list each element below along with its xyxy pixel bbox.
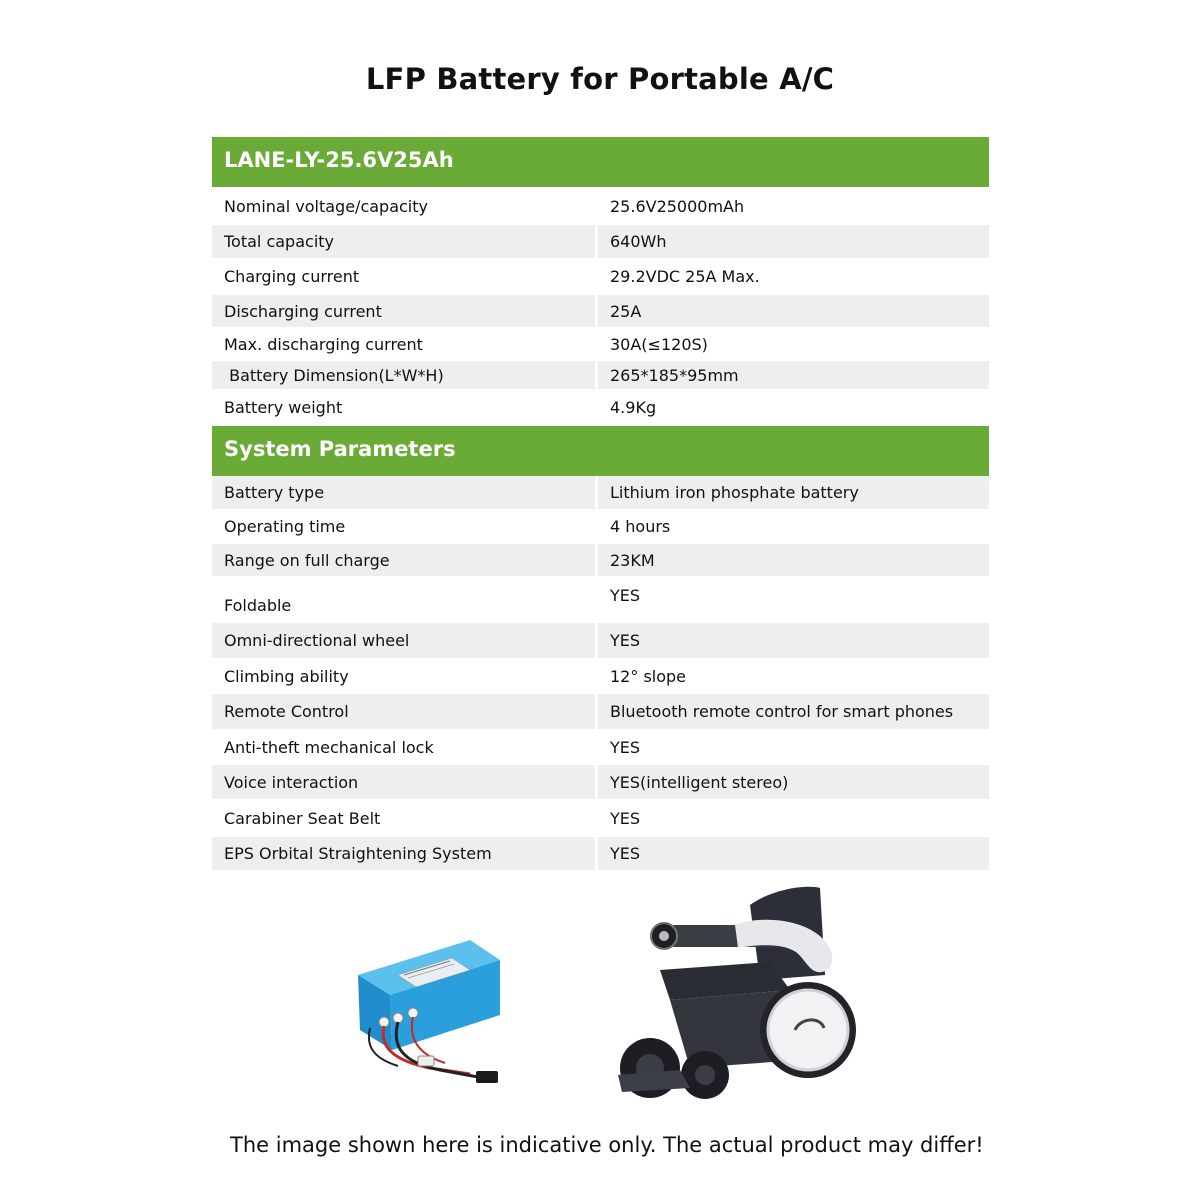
param-value: YES bbox=[610, 808, 641, 828]
param-label: Carabiner Seat Belt bbox=[224, 808, 381, 828]
spec-row bbox=[212, 389, 989, 426]
param-value: 4 hours bbox=[610, 517, 671, 536]
param-value: YES(intelligent stereo) bbox=[598, 765, 989, 799]
spec-label: Nominal voltage/capacity bbox=[224, 196, 428, 216]
param-label: EPS Orbital Straightening System bbox=[212, 837, 595, 870]
spec-row bbox=[212, 327, 989, 361]
spec-row bbox=[212, 361, 989, 389]
param-value: YES bbox=[610, 737, 641, 757]
param-label: Remote Control bbox=[212, 694, 595, 729]
param-row bbox=[212, 658, 989, 694]
param-row bbox=[212, 729, 989, 765]
spec-value: 25A bbox=[598, 295, 989, 327]
spec-row bbox=[212, 258, 989, 295]
param-row bbox=[212, 544, 989, 576]
param-value: YES bbox=[598, 623, 989, 658]
spec-label: Discharging current bbox=[212, 295, 595, 327]
param-row bbox=[212, 623, 989, 658]
spec-value: 30A(≤120S) bbox=[610, 334, 708, 354]
param-label: Operating time bbox=[224, 517, 346, 536]
param-value: Lithium iron phosphate battery bbox=[598, 476, 989, 509]
param-label: Foldable bbox=[224, 596, 292, 615]
spec-value: 640Wh bbox=[598, 225, 989, 258]
product-images bbox=[0, 880, 1200, 1110]
param-label: Omni-directional wheel bbox=[212, 623, 595, 658]
param-label: Range on full charge bbox=[212, 544, 595, 576]
param-value: Bluetooth remote control for smart phones bbox=[598, 694, 989, 729]
spec-row bbox=[212, 225, 989, 258]
spec-value: 4.9Kg bbox=[610, 398, 657, 417]
spec-label: Charging current bbox=[224, 267, 360, 286]
wheelchair-image bbox=[618, 887, 856, 1099]
battery-pack-image bbox=[358, 940, 500, 1083]
param-value: 23KM bbox=[598, 544, 989, 576]
system-parameters-header: System Parameters bbox=[212, 426, 989, 476]
param-row bbox=[212, 476, 989, 509]
param-row bbox=[212, 694, 989, 729]
spec-row bbox=[212, 295, 989, 327]
system-parameters-table bbox=[212, 426, 989, 870]
param-value: 12° slope bbox=[610, 666, 687, 686]
param-label: Anti-theft mechanical lock bbox=[224, 737, 434, 757]
param-label: Climbing ability bbox=[224, 666, 349, 686]
param-row bbox=[212, 576, 989, 623]
spec-value: 265*185*95mm bbox=[598, 361, 989, 389]
spec-label: Max. discharging current bbox=[224, 334, 423, 354]
page-title: LFP Battery for Portable A/C bbox=[365, 62, 835, 96]
spec-label: Battery weight bbox=[224, 398, 343, 417]
param-row bbox=[212, 509, 989, 544]
spec-row bbox=[212, 187, 989, 225]
param-row bbox=[212, 799, 989, 837]
battery-spec-table bbox=[212, 137, 989, 426]
spec-label: Battery Dimension(L*W*H) bbox=[212, 361, 595, 389]
param-row bbox=[212, 837, 989, 870]
param-row bbox=[212, 765, 989, 799]
battery-model-header: LANE-LY-25.6V25Ah bbox=[212, 137, 989, 187]
disclaimer-text: The image shown here is indicative only. The actual product may differ! bbox=[230, 1133, 984, 1157]
param-value: YES bbox=[610, 586, 641, 605]
spec-value: 29.2VDC 25A Max. bbox=[610, 267, 760, 286]
spec-value: 25.6V25000mAh bbox=[610, 196, 745, 216]
spec-label: Total capacity bbox=[212, 225, 595, 258]
param-value: YES bbox=[598, 837, 989, 870]
param-label: Voice interaction bbox=[212, 765, 595, 799]
param-label: Battery type bbox=[212, 476, 595, 509]
